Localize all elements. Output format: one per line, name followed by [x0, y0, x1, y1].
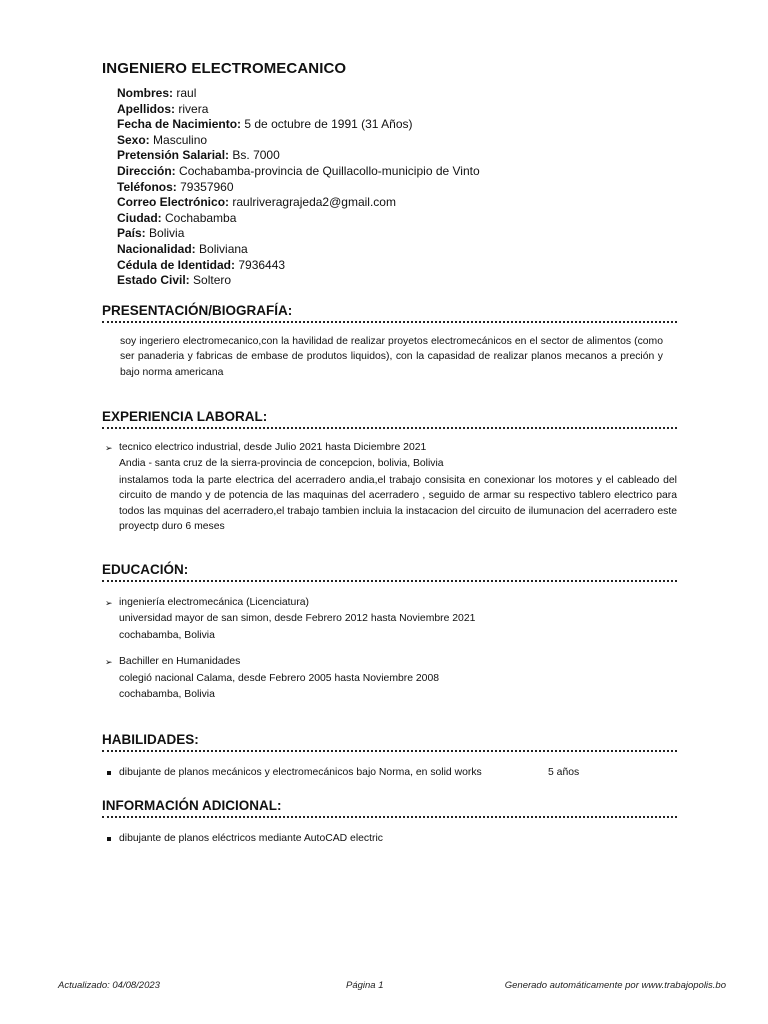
habilidades-section [102, 732, 677, 781]
nacimiento-row [117, 117, 480, 133]
arrow-bullet-icon: ➢ [105, 443, 113, 453]
square-bullet-icon [107, 837, 111, 841]
apellidos-row [117, 102, 480, 118]
correo-value: raulriveragrajeda2@gmail.com [232, 195, 396, 210]
telefonos-row [117, 180, 480, 196]
pretension-row [117, 148, 480, 164]
pais-value: Bolivia [149, 226, 185, 241]
pretension-value: Bs. 7000 [232, 148, 280, 163]
nacionalidad-label: Nacionalidad: [117, 241, 196, 256]
experiencia-heading: EXPERIENCIA LABORAL: [102, 409, 268, 424]
section-divider [102, 321, 677, 326]
pais-row [117, 226, 480, 242]
adicional-texto: dibujante de planos eléctricos mediante AutoCAD electric [119, 833, 383, 844]
cv-title: INGENIERO ELECTROMECANICO [102, 60, 347, 77]
correo-row [117, 195, 480, 211]
habilidades-heading: HABILIDADES: [102, 732, 199, 747]
nombres-value: raul [176, 86, 197, 100]
estado-value: Soltero [193, 273, 232, 288]
educacion-lugar: cochabamba, Bolivia [119, 689, 215, 701]
educacion-institucion: universidad mayor de san simon, desde Febrero 2012 hasta Noviembre 2021 [119, 613, 476, 625]
experiencia-lugar: Andia - santa cruz de la sierra-provincia de concepcion, bolivia, Bolivia [119, 458, 444, 470]
presentacion-text: soy ingeriero electromecanico,con la havilidad de realizar proyetos electromecánicos en el sector de alimentos (como ser panaderia y fabricas de embase de produtos liquidos), con la capasidad de realizar planos mecanos a preción y bajo norma americana [120, 336, 663, 378]
cedula-label: Cédula de Identidad: [117, 257, 236, 272]
section-divider [102, 427, 677, 432]
direccion-value: Cochabamba-provincia de Quillacollo-municipio de Vinto [179, 163, 480, 178]
direccion-row [117, 164, 480, 180]
estado-label: Estado Civil: [117, 273, 190, 288]
apellidos-label: Apellidos: [117, 101, 176, 116]
experiencia-puesto: tecnico electrico industrial, desde Julio 2021 hasta Diciembre 2021 [119, 442, 427, 453]
cedula-row [117, 258, 480, 274]
educacion-lugar: cochabamba, Bolivia [119, 629, 215, 641]
arrow-bullet-icon: ➢ [105, 657, 113, 668]
habilidad-texto: dibujante de planos mecánicos y electromecánicos bajo Norma, en solid works [119, 767, 482, 778]
arrow-bullet-icon: ➢ [105, 598, 113, 608]
ciudad-row [117, 211, 480, 227]
nombres-row [117, 86, 480, 102]
nacionalidad-value: Boliviana [199, 241, 248, 256]
square-bullet-icon [107, 771, 111, 775]
sexo-label: Sexo: [117, 132, 150, 147]
presentacion-section [102, 303, 677, 380]
estado-row [117, 273, 480, 289]
educacion-item [102, 595, 677, 644]
experiencia-section [102, 409, 677, 534]
direccion-label: Dirección: [117, 163, 176, 178]
educacion-item [102, 654, 677, 703]
educacion-institucion: colegió nacional Calama, desde Febrero 2005 hasta Noviembre 2008 [119, 672, 439, 684]
correo-label: Correo Electrónico: [117, 195, 230, 210]
educacion-titulo: ingeniería electromecánica (Licenciatura) [119, 597, 310, 608]
educacion-heading: EDUCACIÓN: [102, 562, 189, 577]
habilidad-item [102, 765, 677, 781]
nombres-label: Nombres: [117, 86, 174, 100]
footer-updated: Actualizado: 04/08/2023 [58, 980, 160, 991]
section-divider [102, 750, 677, 755]
footer-page: Página 1 [346, 980, 384, 991]
cedula-value: 7936443 [238, 257, 286, 272]
nacionalidad-row [117, 242, 480, 258]
experiencia-descripcion: instalamos toda la parte electrica del acerradero andia,el trabajo consisita en conexionar los motores y el cableado del circuito de mando y de potencia de las maquinas del acerradero , seguido de armar su respectivo tablero electrico para todos las mquinas del acerradero,el trabajo tambien incluia la instacacion del circuito de ilumunacion del acerradero este proyectp duro 6 meses [119, 474, 677, 533]
habilidad-tiempo: 5 años [548, 767, 580, 778]
pretension-label: Pretensión Salarial: [117, 148, 230, 163]
sexo-row [117, 133, 480, 149]
telefonos-value: 79357960 [180, 179, 234, 194]
experiencia-item [102, 440, 677, 534]
footer-generated: Generado automáticamente por www.trabajopolis.bo [504, 980, 726, 991]
nacimiento-value: 5 de octubre de 1991 (31 Años) [244, 117, 413, 132]
adicional-heading: INFORMACIÓN ADICIONAL: [102, 798, 282, 813]
educacion-titulo: Bachiller en Humanidades [119, 656, 241, 668]
educacion-section [102, 562, 677, 703]
nacimiento-label: Fecha de Nacimiento: [117, 117, 242, 132]
adicional-item [102, 831, 677, 847]
personal-info [117, 86, 480, 289]
apellidos-value: rivera [178, 101, 209, 116]
presentacion-heading: PRESENTACIÓN/BIOGRAFÍA: [102, 303, 293, 318]
ciudad-label: Ciudad: [117, 210, 162, 225]
sexo-value: Masculino [153, 132, 208, 147]
section-divider [102, 816, 677, 821]
ciudad-value: Cochabamba [165, 210, 237, 225]
pais-label: País: [117, 226, 146, 241]
section-divider [102, 580, 677, 585]
telefonos-label: Teléfonos: [117, 179, 177, 194]
adicional-section [102, 798, 677, 847]
